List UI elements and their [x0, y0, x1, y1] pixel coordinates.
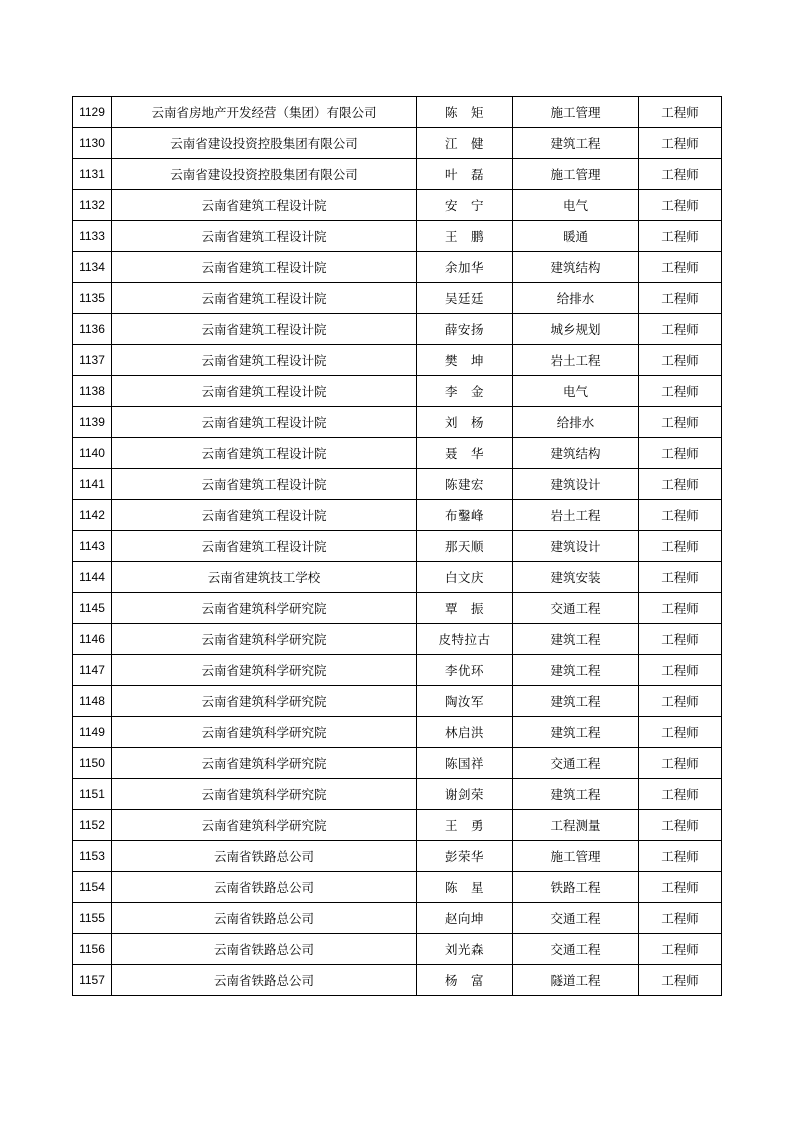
- organization-cell: 云南省铁路总公司: [112, 903, 417, 934]
- organization-cell: 云南省建设投资控股集团有限公司: [112, 128, 417, 159]
- organization-cell: 云南省建筑工程设计院: [112, 469, 417, 500]
- person-name-cell: 江 健: [417, 128, 513, 159]
- specialty-cell: 岩土工程: [513, 345, 639, 376]
- professional-title-cell: 工程师: [639, 841, 722, 872]
- table-row: [73, 655, 722, 686]
- row-number-cell: 1150: [73, 748, 112, 779]
- organization-cell: 云南省铁路总公司: [112, 934, 417, 965]
- organization-cell: 云南省建筑工程设计院: [112, 376, 417, 407]
- table-row: [73, 252, 722, 283]
- specialty-cell: 城乡规划: [513, 314, 639, 345]
- professional-title-cell: 工程师: [639, 97, 722, 128]
- table-row: [73, 748, 722, 779]
- table-row: [73, 841, 722, 872]
- person-name-cell: 李 金: [417, 376, 513, 407]
- row-number-cell: 1147: [73, 655, 112, 686]
- person-name-cell: 刘光森: [417, 934, 513, 965]
- table-row: [73, 500, 722, 531]
- organization-cell: 云南省建筑工程设计院: [112, 407, 417, 438]
- table-row: [73, 221, 722, 252]
- person-name-cell: 李优环: [417, 655, 513, 686]
- person-name-cell: 谢剑荣: [417, 779, 513, 810]
- professional-title-cell: 工程师: [639, 717, 722, 748]
- table-row: [73, 97, 722, 128]
- specialty-cell: 铁路工程: [513, 872, 639, 903]
- row-number-cell: 1154: [73, 872, 112, 903]
- table-row: [73, 469, 722, 500]
- roster-table: [72, 96, 722, 996]
- professional-title-cell: 工程师: [639, 252, 722, 283]
- row-number-cell: 1129: [73, 97, 112, 128]
- professional-title-cell: 工程师: [639, 965, 722, 996]
- professional-title-cell: 工程师: [639, 345, 722, 376]
- person-name-cell: 赵向坤: [417, 903, 513, 934]
- professional-title-cell: 工程师: [639, 562, 722, 593]
- person-name-cell: 聂 华: [417, 438, 513, 469]
- row-number-cell: 1149: [73, 717, 112, 748]
- row-number-cell: 1134: [73, 252, 112, 283]
- specialty-cell: 建筑设计: [513, 531, 639, 562]
- organization-cell: 云南省建设投资控股集团有限公司: [112, 159, 417, 190]
- specialty-cell: 施工管理: [513, 97, 639, 128]
- row-number-cell: 1148: [73, 686, 112, 717]
- table-row: [73, 965, 722, 996]
- row-number-cell: 1132: [73, 190, 112, 221]
- row-number-cell: 1130: [73, 128, 112, 159]
- row-number-cell: 1143: [73, 531, 112, 562]
- professional-title-cell: 工程师: [639, 748, 722, 779]
- specialty-cell: 给排水: [513, 407, 639, 438]
- person-name-cell: 安 宁: [417, 190, 513, 221]
- organization-cell: 云南省建筑工程设计院: [112, 438, 417, 469]
- table-row: [73, 903, 722, 934]
- row-number-cell: 1145: [73, 593, 112, 624]
- organization-cell: 云南省建筑工程设计院: [112, 531, 417, 562]
- specialty-cell: 岩土工程: [513, 500, 639, 531]
- professional-title-cell: 工程师: [639, 872, 722, 903]
- specialty-cell: 暖通: [513, 221, 639, 252]
- person-name-cell: 白文庆: [417, 562, 513, 593]
- specialty-cell: 建筑工程: [513, 717, 639, 748]
- specialty-cell: 建筑设计: [513, 469, 639, 500]
- row-number-cell: 1146: [73, 624, 112, 655]
- professional-title-cell: 工程师: [639, 159, 722, 190]
- row-number-cell: 1152: [73, 810, 112, 841]
- table-row: [73, 128, 722, 159]
- professional-title-cell: 工程师: [639, 314, 722, 345]
- table-row: [73, 314, 722, 345]
- professional-title-cell: 工程师: [639, 221, 722, 252]
- organization-cell: 云南省建筑科学研究院: [112, 748, 417, 779]
- professional-title-cell: 工程师: [639, 407, 722, 438]
- row-number-cell: 1131: [73, 159, 112, 190]
- table-row: [73, 438, 722, 469]
- person-name-cell: 陈建宏: [417, 469, 513, 500]
- row-number-cell: 1136: [73, 314, 112, 345]
- row-number-cell: 1135: [73, 283, 112, 314]
- person-name-cell: 王 鹏: [417, 221, 513, 252]
- person-name-cell: 薛安扬: [417, 314, 513, 345]
- specialty-cell: 建筑安装: [513, 562, 639, 593]
- professional-title-cell: 工程师: [639, 469, 722, 500]
- row-number-cell: 1157: [73, 965, 112, 996]
- person-name-cell: 杨 富: [417, 965, 513, 996]
- organization-cell: 云南省建筑科学研究院: [112, 779, 417, 810]
- person-name-cell: 吴廷廷: [417, 283, 513, 314]
- person-name-cell: 林启洪: [417, 717, 513, 748]
- organization-cell: 云南省铁路总公司: [112, 841, 417, 872]
- table-row: [73, 934, 722, 965]
- table-row: [73, 717, 722, 748]
- professional-title-cell: 工程师: [639, 624, 722, 655]
- specialty-cell: 交通工程: [513, 934, 639, 965]
- organization-cell: 云南省铁路总公司: [112, 872, 417, 903]
- organization-cell: 云南省建筑工程设计院: [112, 345, 417, 376]
- table-row: [73, 624, 722, 655]
- specialty-cell: 交通工程: [513, 748, 639, 779]
- organization-cell: 云南省建筑科学研究院: [112, 655, 417, 686]
- professional-title-cell: 工程师: [639, 500, 722, 531]
- person-name-cell: 覃 振: [417, 593, 513, 624]
- organization-cell: 云南省房地产开发经营（集团）有限公司: [112, 97, 417, 128]
- row-number-cell: 1156: [73, 934, 112, 965]
- table-row: [73, 810, 722, 841]
- professional-title-cell: 工程师: [639, 438, 722, 469]
- table-row: [73, 872, 722, 903]
- professional-title-cell: 工程师: [639, 531, 722, 562]
- table-row: [73, 562, 722, 593]
- organization-cell: 云南省建筑工程设计院: [112, 500, 417, 531]
- organization-cell: 云南省铁路总公司: [112, 965, 417, 996]
- professional-title-cell: 工程师: [639, 779, 722, 810]
- row-number-cell: 1144: [73, 562, 112, 593]
- specialty-cell: 隧道工程: [513, 965, 639, 996]
- person-name-cell: 陈 矩: [417, 97, 513, 128]
- table-row: [73, 593, 722, 624]
- organization-cell: 云南省建筑科学研究院: [112, 810, 417, 841]
- specialty-cell: 电气: [513, 376, 639, 407]
- table-row: [73, 779, 722, 810]
- person-name-cell: 余加华: [417, 252, 513, 283]
- row-number-cell: 1137: [73, 345, 112, 376]
- person-name-cell: 樊 坤: [417, 345, 513, 376]
- specialty-cell: 建筑工程: [513, 128, 639, 159]
- roster-body: [73, 97, 722, 996]
- professional-title-cell: 工程师: [639, 283, 722, 314]
- table-row: [73, 159, 722, 190]
- specialty-cell: 交通工程: [513, 593, 639, 624]
- professional-title-cell: 工程师: [639, 903, 722, 934]
- organization-cell: 云南省建筑工程设计院: [112, 221, 417, 252]
- professional-title-cell: 工程师: [639, 128, 722, 159]
- row-number-cell: 1139: [73, 407, 112, 438]
- person-name-cell: 那天顺: [417, 531, 513, 562]
- row-number-cell: 1153: [73, 841, 112, 872]
- table-row: [73, 686, 722, 717]
- person-name-cell: 叶 磊: [417, 159, 513, 190]
- table-row: [73, 376, 722, 407]
- professional-title-cell: 工程师: [639, 376, 722, 407]
- table-row: [73, 345, 722, 376]
- table-row: [73, 531, 722, 562]
- professional-title-cell: 工程师: [639, 655, 722, 686]
- specialty-cell: 给排水: [513, 283, 639, 314]
- organization-cell: 云南省建筑技工学校: [112, 562, 417, 593]
- row-number-cell: 1155: [73, 903, 112, 934]
- person-name-cell: 陈 星: [417, 872, 513, 903]
- specialty-cell: 工程测量: [513, 810, 639, 841]
- table-row: [73, 407, 722, 438]
- specialty-cell: 建筑结构: [513, 252, 639, 283]
- row-number-cell: 1151: [73, 779, 112, 810]
- professional-title-cell: 工程师: [639, 686, 722, 717]
- organization-cell: 云南省建筑工程设计院: [112, 252, 417, 283]
- specialty-cell: 建筑工程: [513, 624, 639, 655]
- professional-title-cell: 工程师: [639, 934, 722, 965]
- person-name-cell: 陶汝军: [417, 686, 513, 717]
- person-name-cell: 王 勇: [417, 810, 513, 841]
- organization-cell: 云南省建筑科学研究院: [112, 686, 417, 717]
- organization-cell: 云南省建筑工程设计院: [112, 314, 417, 345]
- row-number-cell: 1142: [73, 500, 112, 531]
- row-number-cell: 1133: [73, 221, 112, 252]
- row-number-cell: 1141: [73, 469, 112, 500]
- professional-title-cell: 工程师: [639, 810, 722, 841]
- professional-title-cell: 工程师: [639, 190, 722, 221]
- person-name-cell: 布鑿峰: [417, 500, 513, 531]
- professional-title-cell: 工程师: [639, 593, 722, 624]
- person-name-cell: 陈国祥: [417, 748, 513, 779]
- organization-cell: 云南省建筑科学研究院: [112, 593, 417, 624]
- table-row: [73, 190, 722, 221]
- specialty-cell: 交通工程: [513, 903, 639, 934]
- specialty-cell: 建筑工程: [513, 779, 639, 810]
- organization-cell: 云南省建筑科学研究院: [112, 624, 417, 655]
- person-name-cell: 刘 杨: [417, 407, 513, 438]
- specialty-cell: 建筑工程: [513, 686, 639, 717]
- specialty-cell: 施工管理: [513, 841, 639, 872]
- organization-cell: 云南省建筑工程设计院: [112, 190, 417, 221]
- row-number-cell: 1140: [73, 438, 112, 469]
- specialty-cell: 电气: [513, 190, 639, 221]
- specialty-cell: 施工管理: [513, 159, 639, 190]
- specialty-cell: 建筑结构: [513, 438, 639, 469]
- row-number-cell: 1138: [73, 376, 112, 407]
- table-row: [73, 283, 722, 314]
- specialty-cell: 建筑工程: [513, 655, 639, 686]
- organization-cell: 云南省建筑科学研究院: [112, 717, 417, 748]
- organization-cell: 云南省建筑工程设计院: [112, 283, 417, 314]
- person-name-cell: 彭荣华: [417, 841, 513, 872]
- person-name-cell: 皮特拉古: [417, 624, 513, 655]
